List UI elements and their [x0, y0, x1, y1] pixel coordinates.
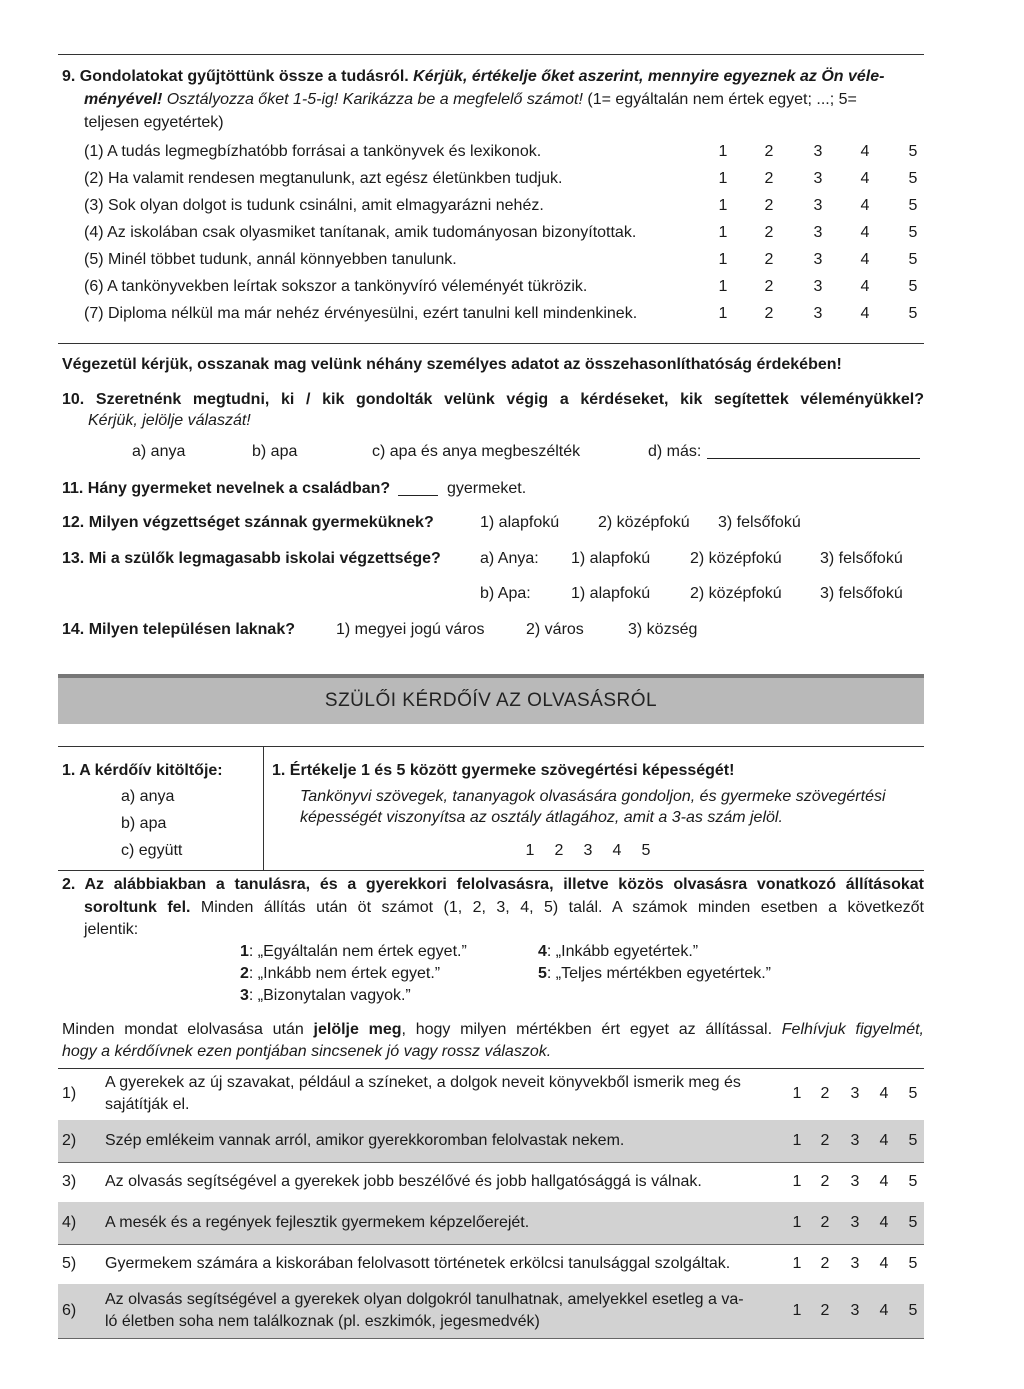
q11-question: 11. Hány gyermeket nevelnek a családban? — [62, 480, 391, 497]
comprehension-score-4[interactable]: 4 — [612, 842, 622, 859]
q13-father-3[interactable]: 3) felsőfokú — [820, 585, 903, 602]
statement-row — [58, 1068, 924, 1120]
statement-number: 5) — [62, 1255, 77, 1272]
q9-item-6-score-5[interactable]: 5 — [908, 278, 918, 295]
statement-2-score-5[interactable]: 5 — [908, 1132, 918, 1149]
statement-5-score-4[interactable]: 4 — [879, 1255, 889, 1272]
q9-item-6-score-2[interactable]: 2 — [764, 278, 774, 295]
statement-1-score-3[interactable]: 3 — [850, 1085, 860, 1102]
statement-6-score-2[interactable]: 2 — [820, 1302, 830, 1319]
key-4: 4: „Inkább egyetértek.” — [538, 943, 699, 960]
statement-row — [58, 1120, 924, 1162]
statement-3-score-4[interactable]: 4 — [879, 1173, 889, 1190]
q10-option-d[interactable]: d) más: — [648, 443, 702, 460]
comprehension-question: 1. Értékelje 1 és 5 között gyermeke szövegértési képességét! — [272, 762, 735, 779]
q9-item-1-score-2[interactable]: 2 — [764, 143, 774, 160]
statement-divider — [58, 1338, 924, 1339]
section-rule — [58, 343, 924, 344]
comprehension-note-2: képességét viszonyítsa az osztály átlagához, amit a 3-as szám jelöl. — [300, 809, 783, 826]
statement-text: Az olvasás segítségével a gyerekek jobb beszélővé és jobb hallgatósággá is válnak. — [105, 1173, 702, 1190]
top-rule — [58, 54, 924, 55]
key-1: 1: „Egyáltalán nem értek egyet.” — [240, 943, 467, 960]
q10-question: 10. Szeretnénk megtudni, ki / kik gondolták velünk végig a kérdéseket, kik segítettek véleményükkel? — [62, 391, 924, 408]
statement-2-score-4[interactable]: 4 — [879, 1132, 889, 1149]
q9-item-7: (7) Diploma nélkül ma már nehéz érvényesülni, ezért tanulni kell mindenkinek. — [84, 305, 638, 322]
q11-suffix: gyermeket. — [447, 480, 527, 497]
q9-item-5: (5) Minél többet tudunk, annál könnyebben tanulunk. — [84, 251, 457, 268]
q12-option-2[interactable]: 2) középfokú — [598, 514, 690, 531]
q9-item-3: (3) Sok olyan dolgot is tudunk csinálni, amit elmagyarázni nehéz. — [84, 197, 544, 214]
statement-3-score-3[interactable]: 3 — [850, 1173, 860, 1190]
q9-item-7-score-4[interactable]: 4 — [860, 305, 870, 322]
q10-option-a[interactable]: a) anya — [132, 443, 186, 460]
q13-father-1[interactable]: 1) alapfokú — [571, 585, 651, 602]
statement-6-score-4[interactable]: 4 — [879, 1302, 889, 1319]
q9-item-7-score-5[interactable]: 5 — [908, 305, 918, 322]
q9-heading-line3: teljesen egyetértek) — [84, 114, 224, 131]
q9-item-4-score-5[interactable]: 5 — [908, 224, 918, 241]
statement-6-score-3[interactable]: 3 — [850, 1302, 860, 1319]
q9-item-6: (6) A tankönyvekben leírtak sokszor a tankönyvíró véleményét tükrözik. — [84, 278, 588, 295]
comprehension-score-3[interactable]: 3 — [583, 842, 593, 859]
q9-item-6-score-3[interactable]: 3 — [813, 278, 823, 295]
comprehension-scale — [520, 842, 660, 864]
q9-item-2-score-2[interactable]: 2 — [764, 170, 774, 187]
q9-item-3-score-1[interactable]: 1 — [718, 197, 728, 214]
q14-question: 14. Milyen településen laknak? — [62, 621, 295, 638]
comprehension-score-5[interactable]: 5 — [641, 842, 651, 859]
q9-item-2-score-3[interactable]: 3 — [813, 170, 823, 187]
comprehension-score-1[interactable]: 1 — [525, 842, 535, 859]
q9-item-2-score-1[interactable]: 1 — [718, 170, 728, 187]
statement-2-score-1[interactable]: 1 — [792, 1132, 802, 1149]
q9-item-3-score-3[interactable]: 3 — [813, 197, 823, 214]
q13-question: 13. Mi a szülők legmagasabb iskolai végzettsége? — [62, 550, 441, 567]
q9-item-2: (2) Ha valamit rendesen megtanulunk, azt egész életünkben tudjuk. — [84, 170, 563, 187]
banner-title: SZÜLŐI KÉRDŐÍV AZ OLVASÁSRÓL — [324, 690, 658, 711]
q9-request: Kérjük, értékelje őket aszerint, mennyire egyeznek az Ön véle- — [413, 68, 885, 85]
q14-option-1[interactable]: 1) megyei jogú város — [336, 621, 485, 638]
statement-text: A gyerekek az új szavakat, például a színeket, a dolgok neveit könyvekből ismerik meg és — [105, 1074, 741, 1091]
statement-4-score-5[interactable]: 5 — [908, 1214, 918, 1231]
q9-item-4-score-1[interactable]: 1 — [718, 224, 728, 241]
q9-item-4-score-4[interactable]: 4 — [860, 224, 870, 241]
statement-row — [58, 1244, 924, 1284]
statement-4-score-1[interactable]: 1 — [792, 1214, 802, 1231]
q9-item-7-score-2[interactable]: 2 — [764, 305, 774, 322]
instruction-1: Minden mondat elolvasása után jelölje meg, hogy milyen mértékben ért egyet az állítással. Felhívjuk figyelmét, — [62, 1021, 924, 1038]
q12-question: 12. Milyen végzettséget szánnak gyermeküknek? — [62, 514, 434, 531]
q9-item-1-score-3[interactable]: 3 — [813, 143, 823, 160]
q9-item-1-score-1[interactable]: 1 — [718, 143, 728, 160]
q9-item-2-score-5[interactable]: 5 — [908, 170, 918, 187]
statement-6-score-5[interactable]: 5 — [908, 1302, 918, 1319]
q13-mother-3[interactable]: 3) felsőfokú — [820, 550, 903, 567]
statement-number: 3) — [62, 1173, 77, 1190]
comprehension-note-1: Tankönyvi szövegek, tananyagok olvasására gondoljon, és gyermeke szövegértési — [300, 788, 886, 805]
q9-item-5-score-1[interactable]: 1 — [718, 251, 728, 268]
q9-item-1-score-5[interactable]: 5 — [908, 143, 918, 160]
statement-3-score-5[interactable]: 5 — [908, 1173, 918, 1190]
filler-option-a[interactable]: a) anya — [121, 788, 175, 805]
statement-row — [58, 1202, 924, 1244]
key-5: 5: „Teljes mértékben egyetértek.” — [538, 965, 771, 982]
statement-text: Az olvasás segítségével a gyerekek olyan dolgokról tanulhatnak, amelyekkel esetleg a va- — [105, 1291, 744, 1308]
q10-other-blank[interactable] — [707, 458, 920, 459]
q9-item-7-score-1[interactable]: 1 — [718, 305, 728, 322]
key-2: 2: „Inkább nem értek egyet.” — [240, 965, 441, 982]
statement-1-score-5[interactable]: 5 — [908, 1085, 918, 1102]
statement-4-score-4[interactable]: 4 — [879, 1214, 889, 1231]
statement-4-score-2[interactable]: 2 — [820, 1214, 830, 1231]
q9-item-2-score-4[interactable]: 4 — [860, 170, 870, 187]
q14-option-3[interactable]: 3) község — [628, 621, 698, 638]
statement-text: A mesék és a regények fejlesztik gyermekem képzelőerejét. — [105, 1214, 530, 1231]
q10-option-c[interactable]: c) apa és anya megbeszélték — [372, 443, 581, 460]
q12-option-1[interactable]: 1) alapfokú — [480, 514, 560, 531]
section-banner — [58, 674, 924, 724]
q9-item-6-score-4[interactable]: 4 — [860, 278, 870, 295]
statement-number: 2) — [62, 1132, 77, 1149]
box-divider — [263, 746, 264, 870]
q9-item-7-score-3[interactable]: 3 — [813, 305, 823, 322]
q9-item-5-score-2[interactable]: 2 — [764, 251, 774, 268]
filler-option-c[interactable]: c) együtt — [121, 842, 183, 859]
statement-1-score-4[interactable]: 4 — [879, 1085, 889, 1102]
q13-mother-2[interactable]: 2) középfokú — [690, 550, 782, 567]
statement-4-score-3[interactable]: 3 — [850, 1214, 860, 1231]
statement-5-score-2[interactable]: 2 — [820, 1255, 830, 1272]
statement-1-score-1[interactable]: 1 — [792, 1085, 802, 1102]
q13-father-label: b) Apa: — [480, 585, 531, 602]
instruction-2: hogy a kérdőívnek ezen pontjában sincsenek jó vagy rossz válaszok. — [62, 1043, 552, 1060]
q9-item-5-score-4[interactable]: 4 — [860, 251, 870, 268]
q10-option-b[interactable]: b) apa — [252, 443, 298, 460]
q9-item-4: (4) Az iskolában csak olyasmiket tanítanak, amik tudományosan bizonyítottak. — [84, 224, 637, 241]
statements-intro-3: jelentik: — [84, 921, 139, 938]
q9-item-3-score-2[interactable]: 2 — [764, 197, 774, 214]
q12-option-3[interactable]: 3) felsőfokú — [718, 514, 801, 531]
q13-father-2[interactable]: 2) középfokú — [690, 585, 782, 602]
q9-item-5-score-3[interactable]: 3 — [813, 251, 823, 268]
statement-number: 4) — [62, 1214, 77, 1231]
q9-item-6-score-1[interactable]: 1 — [718, 278, 728, 295]
statement-2-score-3[interactable]: 3 — [850, 1132, 860, 1149]
q9-item-5-score-5[interactable]: 5 — [908, 251, 918, 268]
personal-intro: Végezetül kérjük, osszanak mag velünk néhány személyes adatot az összehasonlíthatóság érdekében! — [62, 356, 842, 373]
q10-instruction: Kérjük, jelölje válaszát! — [88, 412, 251, 429]
q9-item-3-score-4[interactable]: 4 — [860, 197, 870, 214]
filler-option-b[interactable]: b) apa — [121, 815, 167, 832]
key-3: 3: „Bizonytalan vagyok.” — [240, 987, 411, 1004]
statement-row — [58, 1284, 924, 1338]
statement-5-score-1[interactable]: 1 — [792, 1255, 802, 1272]
statement-6-score-1[interactable]: 1 — [792, 1302, 802, 1319]
box-bottom-rule — [58, 870, 924, 871]
q9-item-4-score-2[interactable]: 2 — [764, 224, 774, 241]
statement-3-score-2[interactable]: 2 — [820, 1173, 830, 1190]
statement-2-score-2[interactable]: 2 — [820, 1132, 830, 1149]
q13-mother-1[interactable]: 1) alapfokú — [571, 550, 651, 567]
statement-text: Gyermekem számára a kiskorában felolvasott történetek erkölcsi tanulsággal szolgáltak. — [105, 1255, 731, 1272]
q11-blank[interactable] — [398, 495, 438, 496]
statement-text-cont: sajátítják el. — [105, 1096, 190, 1113]
q9-item-1: (1) A tudás legmegbízhatóbb forrásai a tankönyvek és lexikonok. — [84, 143, 542, 160]
statement-5-score-3[interactable]: 3 — [850, 1255, 860, 1272]
statement-text: Szép emlékeim vannak arról, amikor gyerekkoromban felolvastak nekem. — [105, 1132, 625, 1149]
statement-3-score-1[interactable]: 1 — [792, 1173, 802, 1190]
statement-number: 6) — [62, 1302, 77, 1319]
q9-item-1-score-4[interactable]: 4 — [860, 143, 870, 160]
statements-intro-2: soroltunk fel. Minden állítás után öt számot (1, 2, 3, 4, 5) talál. A számok minden esetben a következőt — [84, 899, 924, 916]
statements-intro-1: 2. Az alábbiakban a tanulásra, és a gyerekkori felolvasásra, illetve közös olvasásra vonatkozó állításokat — [62, 876, 924, 893]
box-top-rule — [58, 746, 924, 747]
statement-5-score-5[interactable]: 5 — [908, 1255, 918, 1272]
q13-mother-label: a) Anya: — [480, 550, 539, 567]
q9-item-4-score-3[interactable]: 3 — [813, 224, 823, 241]
q9-item-3-score-5[interactable]: 5 — [908, 197, 918, 214]
statement-number: 1) — [62, 1085, 77, 1102]
statement-row — [58, 1162, 924, 1202]
statement-1-score-2[interactable]: 2 — [820, 1085, 830, 1102]
q9-title: 9. Gondolatokat gyűjtöttünk össze a tudásról. — [62, 68, 409, 85]
q14-option-2[interactable]: 2) város — [526, 621, 584, 638]
filler-question: 1. A kérdőív kitöltője: — [62, 762, 223, 779]
statement-text-cont: ló életben soha nem találkoznak (pl. eszkimók, jegesmedvék) — [105, 1313, 540, 1330]
q9-heading — [62, 66, 924, 88]
q9-heading-line2: ményével! Osztályozza őket 1-5-ig! Karikázza be a megfelelő számot! (1= egyáltalán nem értek egyet; ...; 5= — [84, 91, 857, 108]
comprehension-score-2[interactable]: 2 — [554, 842, 564, 859]
